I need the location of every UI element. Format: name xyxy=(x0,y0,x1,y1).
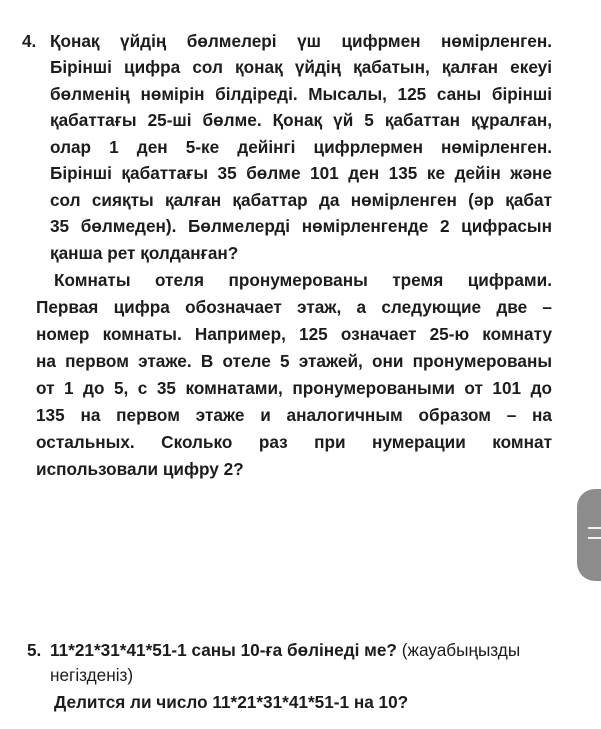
problem-4-ru-line: использовали цифру 2? xyxy=(36,459,244,479)
problem-4-ru-line: Первая цифра обозначает этаж, а следующие две – xyxy=(36,297,552,317)
problem-5-kk-note-continued: негізденіз) xyxy=(50,665,134,685)
problem-4-ru-line: остальных. Сколько раз при нумерации комнат xyxy=(36,432,552,452)
problem-5-number: 5. xyxy=(27,640,42,660)
problem-4-ru-line: на первом этаже. В отеле 5 этажей, они пронумерованы xyxy=(36,351,552,371)
problem-4-ru-line: от 1 до 5, с 35 комнатами, пронумероваными от 101 до xyxy=(36,378,552,398)
problem-4-ru-line: 135 на первом этаже и аналогичным образом – на xyxy=(36,405,552,425)
problem-4-kk-line: олар 1 ден 5-ке дейінгі цифрлермен нөмірленген. xyxy=(50,137,552,157)
problem-4-kk-line: Бірінші қабаттағы 35 бөлме 101 ден 135 ке дейін және xyxy=(50,163,552,183)
problem-4-number: 4. xyxy=(22,31,37,51)
problem-4-kk-line: 35 бөлмеден). Бөлмелерді нөмірленгенде 2 цифрасын xyxy=(50,216,552,236)
problem-4-kk-line: Бірінші цифра сол қонақ үйдің қабатын, қалған екеуі xyxy=(50,57,552,77)
problem-4-kk-line: қабаттағы 25-ші бөлме. Қонақ үй 5 қабаттан құралған, xyxy=(50,110,552,130)
problem-4-kk-line: Қонақ үйдің бөлмелері үш цифрмен нөмірленген. xyxy=(50,31,552,51)
problem-5-ru-question: Делится ли число 11*21*31*41*51-1 на 10? xyxy=(54,692,409,712)
problem-4-kk-line: қанша рет қолданған? xyxy=(50,243,239,263)
problem-4-ru-line: номер комнаты. Например, 125 означает 25-ю комнату xyxy=(36,324,552,344)
side-panel-handle[interactable] xyxy=(577,489,601,581)
problem-4-kk-line: бөлменің нөмірін білдіреді. Мысалы, 125 саны бірінші xyxy=(50,84,552,104)
problem-5-kk-question-text: 11*21*31*41*51-1 саны 10-ға бөлінеді ме? xyxy=(50,640,397,660)
handle-grip-icon xyxy=(588,537,601,539)
problem-5-kk-note: (жауабыңызды xyxy=(401,640,521,660)
problem-4-ru-line: Комнаты отеля пронумерованы тремя цифрами. xyxy=(54,270,552,290)
handle-grip-icon xyxy=(588,527,601,529)
problem-5-kk-question xyxy=(50,640,520,660)
problem-4-kk-line: сол сияқты қалған қабаттар да нөмірленген (әр қабат xyxy=(50,190,552,210)
